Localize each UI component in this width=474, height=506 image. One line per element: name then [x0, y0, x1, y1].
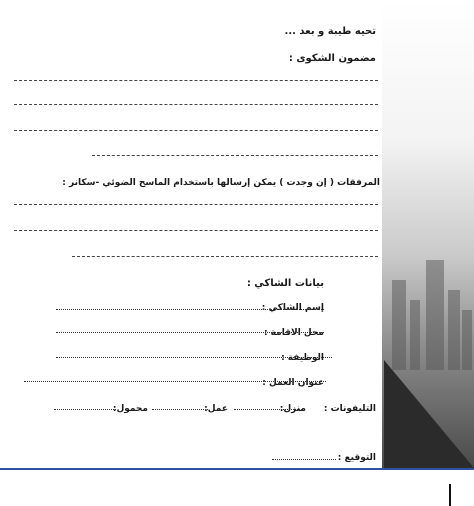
complaint-line-4	[92, 155, 378, 156]
work-phone-label: عمل:	[204, 404, 228, 414]
complainant-data-label: بيانات الشاكي :	[246, 278, 324, 289]
complaint-line-3	[14, 130, 378, 131]
complaint-content-label: مضمون الشكوى :	[288, 53, 376, 64]
job-label: الوظيفة :	[281, 353, 324, 363]
signature-line	[272, 459, 336, 460]
signature-label: التوقيع :	[337, 453, 376, 463]
greeting: تحيه طيبة و بعد ...	[284, 26, 376, 37]
mobile-line	[54, 409, 116, 410]
home-label: منزل:	[279, 404, 306, 414]
work-phone-line	[152, 409, 208, 410]
complaint-line-2	[14, 104, 378, 105]
page-edge-bar	[449, 484, 451, 506]
attachments-label: المرفقات ( إن وجدت ) يمكن إرسالها باستخدام الماسح الضوئي -سكانر :	[62, 178, 380, 188]
residence-label: محل الاقامة :	[263, 328, 324, 338]
residence-line	[56, 332, 324, 333]
mobile-label: محمول:	[112, 404, 148, 414]
attachments-line-1	[14, 204, 378, 205]
phones-label: التليفونات :	[323, 404, 376, 414]
home-line	[234, 409, 302, 410]
attachments-line-2	[14, 230, 378, 231]
work-address-label: عنوان العمل :	[262, 378, 324, 388]
bottom-accent-rule	[0, 468, 474, 470]
name-label: إسم الشاكي :	[261, 303, 324, 313]
attachments-line-3	[72, 256, 378, 257]
name-line	[56, 309, 324, 310]
work-address-line	[24, 381, 326, 382]
job-line	[56, 357, 332, 358]
complaint-line-1	[14, 80, 378, 81]
